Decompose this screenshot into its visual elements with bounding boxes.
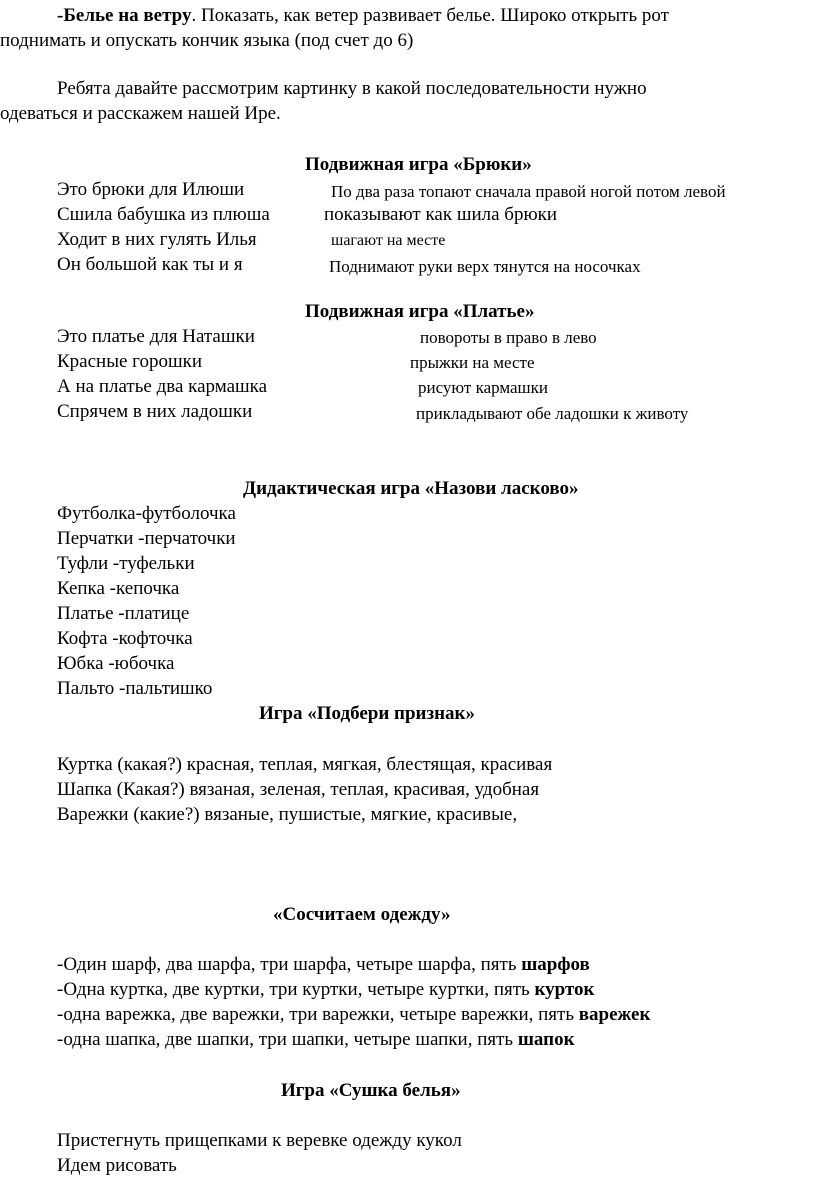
count-row-answer: варежек xyxy=(578,1004,651,1025)
list-item: Шапка (Какая?) вязаная, зеленая, теплая, красивая, удобная xyxy=(57,779,540,800)
intro-title: -Белье на ветру xyxy=(57,5,192,26)
game-pants-title: Подвижная игра «Брюки» xyxy=(305,154,532,175)
game-pants-verse: Это брюки для Илюши xyxy=(57,179,245,200)
game-dress-action: прикладывают обе ладошки к животу xyxy=(416,404,689,423)
intro-paragraph-2-line-2: одеваться и расскажем нашей Ире. xyxy=(0,103,281,124)
count-row xyxy=(57,955,590,974)
list-item: Варежки (какие?) вязаные, пушистые, мягкие, красивые, xyxy=(57,804,518,825)
count-row xyxy=(57,980,595,999)
count-row-answer: шапок xyxy=(517,1029,575,1050)
game-pants-action: Поднимают руки верх тянутся на носочках xyxy=(329,257,641,276)
count-row-text: -Одна куртка, две куртки, три куртки, четыре куртки, пять xyxy=(57,979,535,1000)
list-item: Перчатки -перчаточки xyxy=(57,528,236,549)
count-row xyxy=(57,1005,650,1024)
list-item: Юбка -юбочка xyxy=(57,653,175,674)
intro-line-2: поднимать и опускать кончик языка (под счет до 6) xyxy=(0,30,414,51)
game-drying-title: Игра «Сушка белья» xyxy=(281,1080,461,1101)
count-row-answer: курток xyxy=(534,979,595,1000)
list-item: Куртка (какая?) красная, теплая, мягкая, блестящая, красивая xyxy=(57,754,553,775)
game-pants-action: шагают на месте xyxy=(331,232,446,249)
game-dress-title: Подвижная игра «Платье» xyxy=(305,301,535,322)
count-row-text: -одна варежка, две варежки, три варежки, четыре варежки, пять xyxy=(57,1004,579,1025)
game-pants-verse: Ходит в них гулять Илья xyxy=(57,229,257,250)
intro-line-1 xyxy=(57,6,669,25)
game-pants-verse: Он большой как ты и я xyxy=(57,254,243,275)
game-dress-verse: Красные горошки xyxy=(57,351,203,372)
game-dress-action: рисуют кармашки xyxy=(418,378,548,397)
list-item: Платье -платице xyxy=(57,603,190,624)
game-pants-verse: Сшила бабушка из плюша xyxy=(57,204,270,225)
game-dress-verse: А на платье два кармашка xyxy=(57,376,268,397)
list-item: Пальто -пальтишко xyxy=(57,678,213,699)
count-row-text: -Один шарф, два шарфа, три шарфа, четыре шарфа, пять xyxy=(57,954,522,975)
game-dress-action: повороты в право в лево xyxy=(420,328,597,347)
intro-description: . Показать, как ветер развивает белье. Широко открыть рот xyxy=(191,5,669,26)
game-affection-title: Дидактическая игра «Назови ласково» xyxy=(243,478,579,499)
list-item: Кепка -кепочка xyxy=(57,578,180,599)
count-row xyxy=(57,1030,575,1049)
list-item: Футболка-футболочка xyxy=(57,503,236,524)
game-drying-line: Идем рисовать xyxy=(57,1155,177,1176)
list-item: Туфли -туфельки xyxy=(57,553,195,574)
game-pants-action: По два раза топают сначала правой ногой потом левой xyxy=(331,182,726,201)
intro-paragraph-2-line-1: Ребята давайте рассмотрим картинку в какой последовательности нужно xyxy=(57,78,647,99)
game-attribute-title: Игра «Подбери признак» xyxy=(259,703,476,724)
game-drying-line: Пристегнуть прищепками к веревке одежду кукол xyxy=(57,1130,462,1151)
game-dress-verse: Спрячем в них ладошки xyxy=(57,401,253,422)
count-row-answer: шарфов xyxy=(521,954,590,975)
game-dress-verse: Это платье для Наташки xyxy=(57,326,255,347)
game-count-title: «Сосчитаем одежду» xyxy=(273,904,451,925)
count-row-text: -одна шапка, две шапки, три шапки, четыре шапки, пять xyxy=(57,1029,518,1050)
game-dress-action: прыжки на месте xyxy=(410,353,535,372)
game-pants-action: показывают как шила брюки xyxy=(324,204,558,225)
list-item: Кофта -кофточка xyxy=(57,628,193,649)
